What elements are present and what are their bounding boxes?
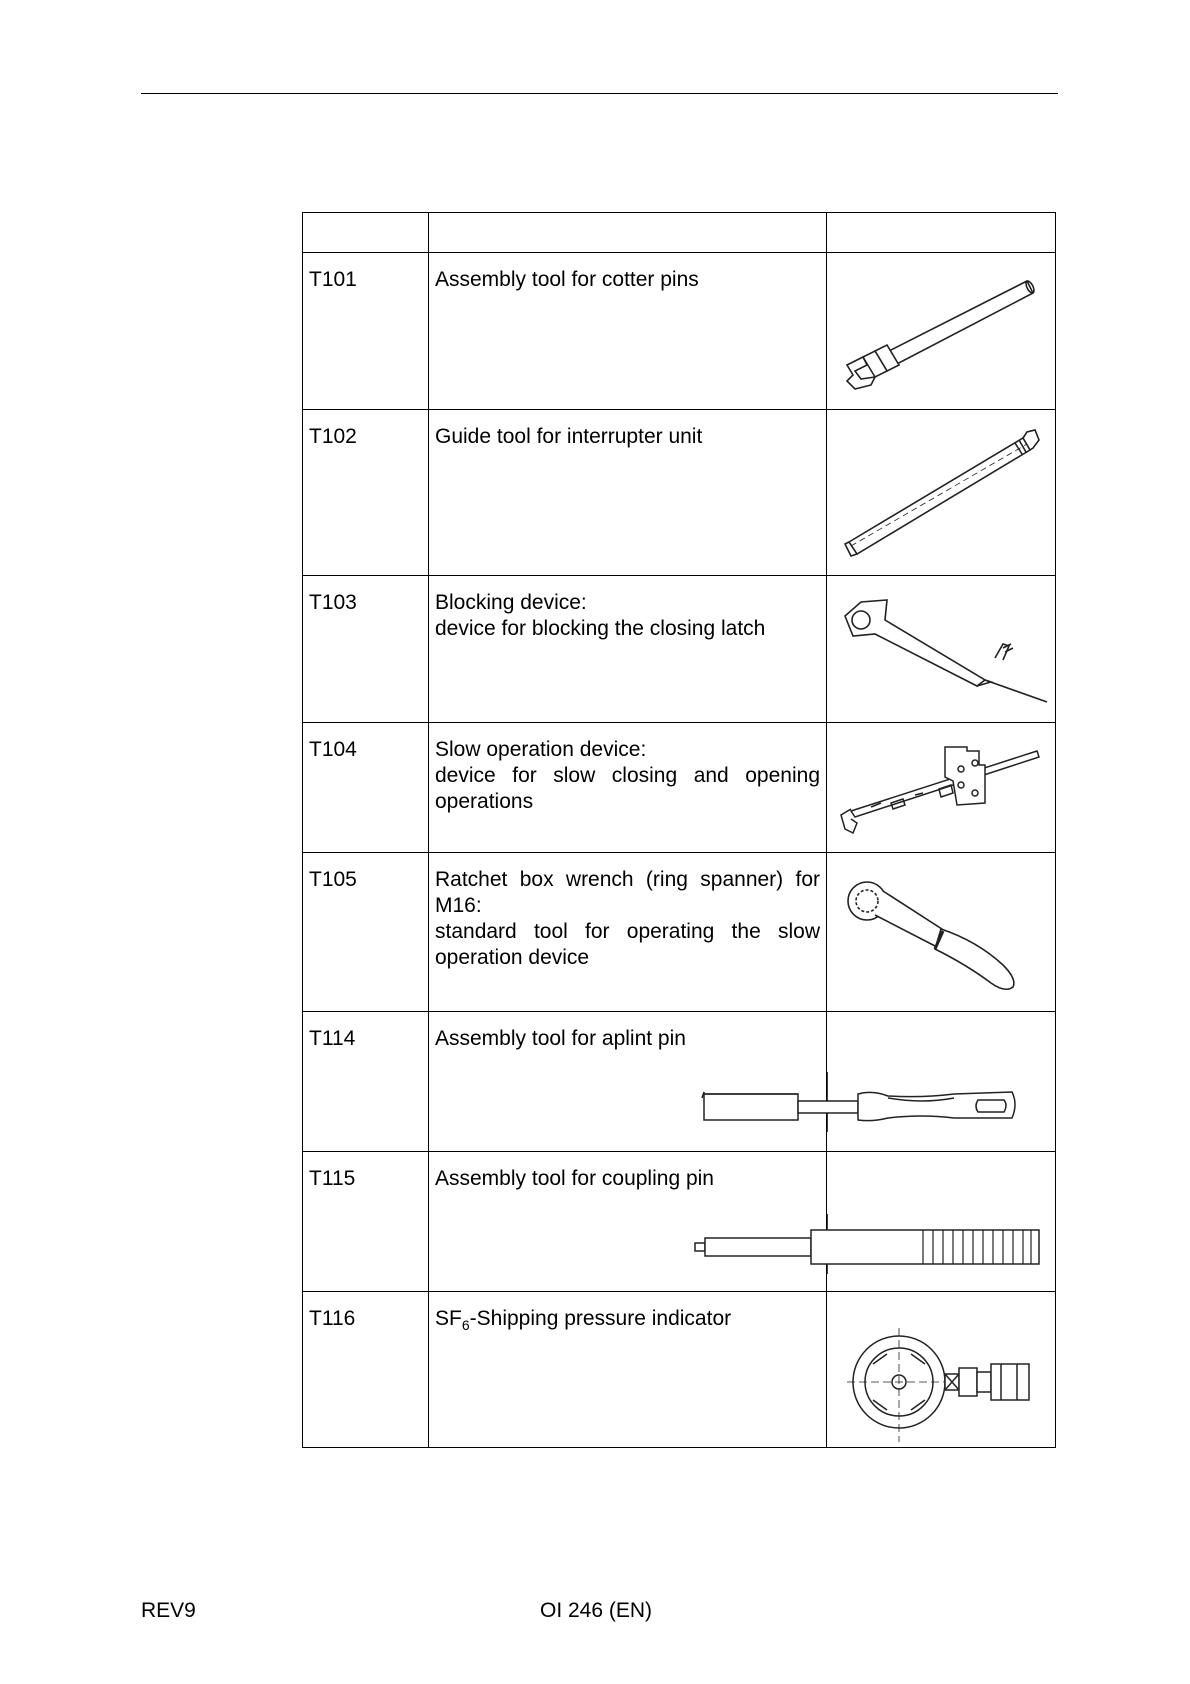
tools-table — [302, 212, 1056, 1448]
splint-pin-tool-icon — [692, 1072, 1032, 1132]
description-suffix: -Shipping pressure indicator — [469, 1307, 732, 1330]
ratchet-wrench-icon — [827, 853, 1056, 1011]
coupling-pin-tool-icon — [685, 1214, 1045, 1274]
slow-operation-device-icon — [827, 723, 1056, 852]
table-row — [303, 1152, 1056, 1292]
table-row — [303, 576, 1056, 723]
description-line: device for blocking the closing latch — [435, 617, 766, 640]
tool-picture-cell — [827, 1012, 1056, 1152]
tool-description — [429, 1292, 827, 1448]
description-line: Guide tool for interrupter unit — [435, 425, 703, 448]
table-row — [303, 253, 1056, 410]
tool-code: T116 — [303, 1292, 429, 1448]
description-line: Slow operation device: — [435, 738, 647, 761]
description-line: device for slow closing and opening operations — [435, 764, 820, 813]
tool-picture-cell — [827, 410, 1056, 576]
table-row — [303, 853, 1056, 1012]
tool-picture-cell — [827, 1152, 1056, 1292]
description-line: Blocking device: — [435, 591, 587, 614]
pressure-indicator-icon — [827, 1292, 1056, 1447]
table-header-row — [303, 213, 1056, 253]
table-row — [303, 1292, 1056, 1448]
blocking-device-icon — [827, 576, 1056, 722]
tool-description — [429, 410, 827, 576]
tool-picture-cell — [827, 853, 1056, 1012]
document-id: OI 246 (EN) — [540, 1599, 653, 1622]
description-prefix: SF — [435, 1307, 462, 1330]
tool-code: T114 — [303, 1012, 429, 1152]
tool-description — [429, 853, 827, 1012]
table-row — [303, 410, 1056, 576]
tool-code: T101 — [303, 253, 429, 410]
guide-tool-icon — [827, 410, 1056, 575]
tool-code: T115 — [303, 1152, 429, 1292]
description-line: Assembly tool for aplint pin — [435, 1027, 686, 1050]
tool-picture-cell — [827, 253, 1056, 410]
description-subscript: 6 — [461, 1317, 470, 1333]
table-row — [303, 1012, 1056, 1152]
tool-picture-cell — [827, 1292, 1056, 1448]
tool-code: T102 — [303, 410, 429, 576]
tool-picture-cell — [827, 576, 1056, 723]
header-cell-description — [429, 213, 827, 253]
tool-description — [429, 576, 827, 723]
revision-label: REV9 — [141, 1599, 196, 1622]
tool-code: T103 — [303, 576, 429, 723]
header-rule — [141, 93, 1058, 94]
description-line: Assembly tool for cotter pins — [435, 268, 699, 291]
tool-description — [429, 253, 827, 410]
tool-description — [429, 723, 827, 853]
cotter-pin-tool-icon — [827, 253, 1056, 409]
description-line: standard tool for operating the slow operation device — [435, 920, 820, 969]
tool-code: T105 — [303, 853, 429, 1012]
tool-code: T104 — [303, 723, 429, 853]
header-cell-picture — [827, 213, 1056, 253]
description-line — [435, 1306, 820, 1332]
description-line: Assembly tool for coupling pin — [435, 1167, 714, 1190]
tool-picture-cell — [827, 723, 1056, 853]
header-cell-code — [303, 213, 429, 253]
description-line: Ratchet box wrench (ring spanner) for M16: — [435, 868, 820, 917]
table-row — [303, 723, 1056, 853]
